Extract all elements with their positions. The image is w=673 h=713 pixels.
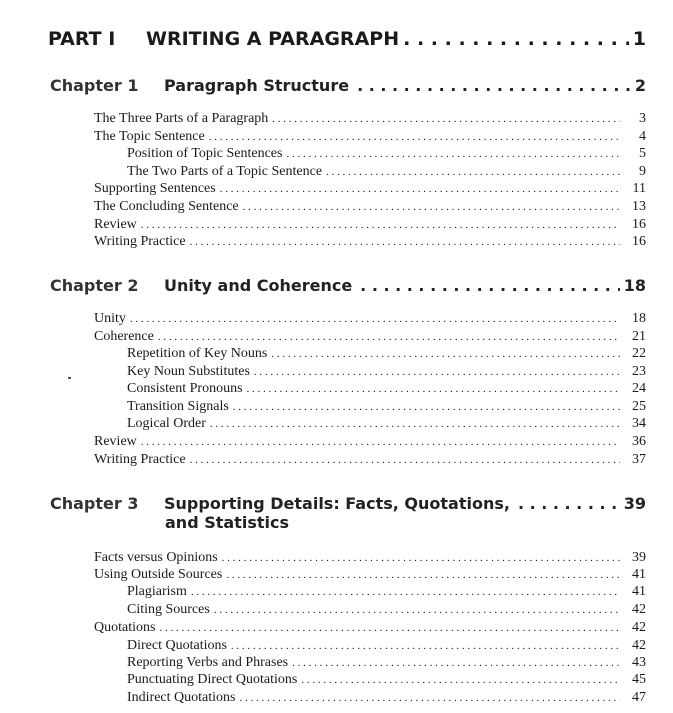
toc-entry — [94, 199, 646, 216]
dot-leader — [141, 219, 620, 231]
dot-leader — [222, 552, 620, 564]
dot-leader — [159, 622, 620, 634]
dot-leader — [360, 276, 620, 295]
dot-leader — [239, 692, 620, 704]
entry-page-number: 23 — [632, 364, 646, 379]
entry-title: Direct Quotations — [127, 638, 227, 653]
entry-title: The Two Parts of a Topic Sentence — [127, 164, 323, 179]
entry-page-number: 16 — [632, 217, 646, 232]
entry-page-number: 22 — [632, 346, 646, 361]
entry-title: Indirect Quotations — [127, 690, 236, 705]
toc-entry — [94, 620, 646, 637]
entry-title: Facts versus Opinions — [94, 550, 218, 565]
entry-page-number: 41 — [632, 567, 646, 582]
entry-page-number: 24 — [632, 381, 646, 396]
entry-page-number: 16 — [632, 234, 646, 249]
entry-title: Consistent Pronouns — [127, 381, 243, 396]
entry-page-number: 11 — [632, 181, 646, 196]
entry-page-number: 42 — [632, 620, 646, 635]
chapter-title: Unity and Coherence — [164, 276, 353, 295]
toc-entry — [94, 329, 646, 346]
entry-page-number: 42 — [632, 638, 646, 653]
part-label: PART I — [48, 28, 116, 50]
chapter-3-heading — [50, 494, 646, 516]
dot-leader — [231, 640, 620, 652]
toc-entry — [94, 234, 646, 251]
entry-title: Position of Topic Sentences — [127, 146, 283, 161]
entry-title: Punctuating Direct Quotations — [127, 672, 298, 687]
entry-title: Reporting Verbs and Phrases — [127, 655, 289, 670]
toc-entry — [94, 181, 646, 198]
dot-leader — [292, 657, 620, 669]
clipped-previous-line — [18, 0, 646, 3]
toc-entry — [127, 164, 646, 181]
chapter-2-heading — [50, 276, 646, 298]
entry-title: Plagiarism — [127, 584, 187, 599]
toc-entry — [127, 399, 646, 416]
toc-entry — [127, 381, 646, 398]
dot-leader — [209, 131, 620, 143]
entry-page-number: 9 — [639, 164, 646, 179]
toc-entry — [127, 638, 646, 655]
entry-page-number: 45 — [632, 672, 646, 687]
entry-title: Key Noun Substitutes — [127, 364, 250, 379]
dot-leader — [286, 148, 620, 160]
part-page-number: 1 — [632, 28, 646, 50]
toc-entry — [127, 655, 646, 672]
toc-entry — [127, 584, 646, 601]
chapter-label: Chapter 2 — [50, 276, 139, 295]
chapter-label: Chapter 3 — [50, 494, 139, 513]
dot-leader — [130, 313, 620, 325]
entry-title: Writing Practice — [94, 234, 186, 249]
chapter-1-heading — [50, 76, 646, 98]
entry-page-number: 47 — [632, 690, 646, 705]
part-title: WRITING A PARAGRAPH — [146, 28, 400, 50]
chapter-title: Supporting Details: Facts, Quotations, — [164, 494, 510, 513]
toc-entry — [127, 602, 646, 619]
dot-leader — [247, 383, 620, 395]
toc-entry — [94, 311, 646, 328]
dot-leader — [403, 28, 629, 50]
dot-leader — [301, 674, 620, 686]
entry-page-number: 43 — [632, 655, 646, 670]
dot-leader — [141, 436, 620, 448]
toc-entry — [127, 364, 646, 381]
entry-title: Repetition of Key Nouns — [127, 346, 268, 361]
entry-page-number: 25 — [632, 399, 646, 414]
entry-title: Review — [94, 217, 137, 232]
entry-title: Citing Sources — [127, 602, 210, 617]
entry-title: Writing Practice — [94, 452, 186, 467]
entry-title: Unity — [94, 311, 126, 326]
chapter-page-number: 2 — [634, 76, 646, 95]
entry-title: Quotations — [94, 620, 156, 635]
dot-leader — [190, 236, 620, 248]
dot-leader — [214, 604, 620, 616]
dot-leader — [326, 166, 620, 178]
dot-leader — [210, 418, 620, 430]
chapter-page-number: 39 — [623, 494, 646, 513]
dot-leader — [254, 366, 620, 378]
entry-page-number: 13 — [632, 199, 646, 214]
dot-leader — [226, 569, 620, 581]
entry-page-number: 41 — [632, 584, 646, 599]
entry-page-number: 5 — [639, 146, 646, 161]
part-heading — [48, 28, 646, 54]
entry-title: Using Outside Sources — [94, 567, 223, 582]
toc-entry — [94, 550, 646, 567]
entry-page-number: 4 — [639, 129, 646, 144]
toc-entry — [94, 217, 646, 234]
chapter-page-number: 18 — [623, 276, 646, 295]
dot-leader — [220, 183, 620, 195]
scan-speck — [68, 377, 71, 379]
toc-entry — [94, 129, 646, 146]
toc-entry — [94, 111, 646, 128]
entry-page-number: 21 — [632, 329, 646, 344]
entry-page-number: 3 — [639, 111, 646, 126]
dot-leader — [518, 494, 620, 513]
entry-page-number: 18 — [632, 311, 646, 326]
toc-entry — [127, 346, 646, 363]
entry-title: The Concluding Sentence — [94, 199, 239, 214]
chapter-title: Paragraph Structure — [164, 76, 350, 95]
toc-entry — [127, 672, 646, 689]
entry-title: Logical Order — [127, 416, 206, 431]
toc-entry — [127, 416, 646, 433]
toc-entry — [127, 146, 646, 163]
dot-leader — [233, 401, 620, 413]
dot-leader — [272, 113, 620, 125]
entry-title: The Three Parts of a Paragraph — [94, 111, 269, 126]
entry-page-number: 34 — [632, 416, 646, 431]
entry-title: The Topic Sentence — [94, 129, 205, 144]
toc-entry — [94, 567, 646, 584]
entry-page-number: 42 — [632, 602, 646, 617]
entry-title: Supporting Sentences — [94, 181, 216, 196]
toc-entry — [94, 452, 646, 469]
dot-leader — [357, 76, 631, 95]
entry-page-number: 39 — [632, 550, 646, 565]
chapter-label: Chapter 1 — [50, 76, 139, 95]
entry-title: Transition Signals — [127, 399, 229, 414]
entry-title: Coherence — [94, 329, 154, 344]
entry-title: Review — [94, 434, 137, 449]
toc-entry — [127, 690, 646, 707]
dot-leader — [243, 201, 620, 213]
dot-leader — [190, 454, 620, 466]
dot-leader — [158, 331, 620, 343]
dot-leader — [191, 586, 620, 598]
toc-entry — [94, 434, 646, 451]
chapter-title-continued: and Statistics — [165, 513, 289, 532]
entry-page-number: 37 — [632, 452, 646, 467]
entry-page-number: 36 — [632, 434, 646, 449]
dot-leader — [271, 348, 620, 360]
